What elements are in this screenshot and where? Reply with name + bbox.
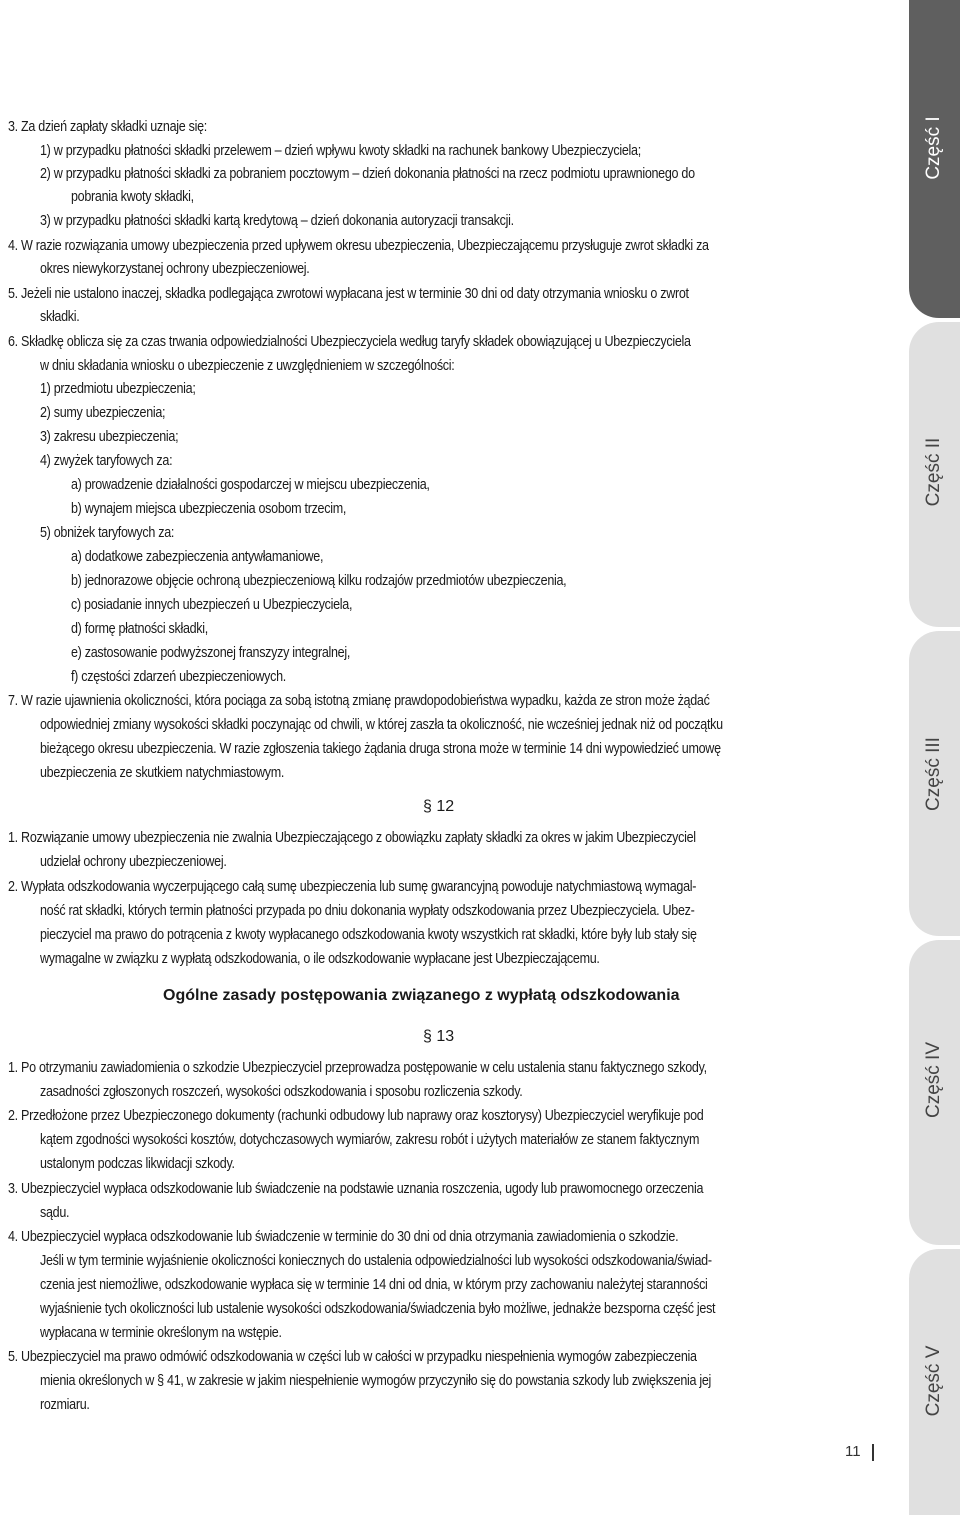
text-line: d) formę płatności składki, [71, 621, 208, 637]
text-line: zasadności zgłoszonych roszczeń, wysokości odszkodowania i sposobu rozliczenia szkody. [40, 1084, 523, 1100]
text-line: 6. Składkę oblicza się za czas trwania odpowiedzialności Ubezpieczyciela według taryfy składek obowiązującej u Ubezpieczyciela [8, 334, 691, 350]
text-line: ność rat składki, których termin płatności przypada po dniu dokonania wypłaty odszkodowania przez Ubezpieczyciela. Ubez- [40, 903, 695, 919]
text-line: wypłacana w terminie określonym na wstępie. [40, 1325, 282, 1341]
text-line: 5. Jeżeli nie ustalono inaczej, składka podlegająca zwrotowi wypłacana jest w terminie 30 dni od daty otrzymania wniosku o zwrot [8, 286, 689, 302]
text-line: a) dodatkowe zabezpieczenia antywłamaniowe, [71, 549, 324, 565]
text-line: czenia jest niemożliwe, odszkodowanie wypłaca się w terminie 14 dni od dnia, w którym przy zachowaniu należytej staranności [40, 1277, 708, 1293]
text-line: rozmiaru. [40, 1397, 90, 1413]
text-line: 2) sumy ubezpieczenia; [40, 405, 166, 421]
tab-czesc-4[interactable] [909, 940, 960, 1245]
tab-label: Część V [923, 1345, 944, 1417]
text-line: 3) zakresu ubezpieczenia; [40, 429, 179, 445]
page-number-divider [872, 1444, 874, 1461]
page-number: 11 [845, 1443, 861, 1460]
text-line: f) częstości zdarzeń ubezpieczeniowych. [71, 669, 286, 685]
text-line: wymagalne w związku z wypłatą odszkodowania, o ile odszkodowanie wypłacane jest Ubezpieczającemu. [40, 951, 600, 967]
text-line: 1. Rozwiązanie umowy ubezpieczenia nie zwalnia Ubezpieczającego z obowiązku zapłaty składki za okres w jakim Ubezpieczyciel [8, 830, 696, 846]
text-line: 2. Wypłata odszkodowania wyczerpującego całą sumę ubezpieczenia lub sumę gwarancyjną powoduje natychmiastową wymagal- [8, 879, 697, 895]
text-line: 7. W razie ujawnienia okoliczności, która pociąga za sobą istotną zmianę prawdopodobieństwa wypadku, każda ze stron może żądać [8, 693, 710, 709]
text-line: b) jednorazowe objęcie ochroną ubezpieczeniową kilku rodzajów przedmiotów ubezpieczenia, [71, 573, 567, 589]
section-number: § 13 [423, 1028, 455, 1045]
text-line: okres niewykorzystanej ochrony ubezpieczeniowej. [40, 261, 310, 277]
text-line: 3. Ubezpieczyciel wypłaca odszkodowanie lub świadczenie na podstawie uznania roszczenia, ugody lub prawomocnego orzeczenia [8, 1181, 704, 1197]
text-line: mienia określonych w § 41, w zakresie w jakim niespełnienie wymogów przyczyniło się do powstania szkody lub zwiększenia jej [40, 1373, 712, 1389]
text-line: 4. W razie rozwiązania umowy ubezpieczenia przed upływem okresu ubezpieczenia, Ubezpieczającemu przysługuje zwrot składki za [8, 238, 709, 254]
text-line: udzielał ochrony ubezpieczeniowej. [40, 854, 227, 870]
text-line: Jeśli w tym terminie wyjaśnienie okoliczności koniecznych do ustalenia odpowiedzialności lub wysokości odszkodowania/świad- [40, 1253, 712, 1269]
tab-label: Część III [923, 737, 944, 811]
text-line: 5. Ubezpieczyciel ma prawo odmówić odszkodowania w części lub w całości w przypadku niespełnienia wymogów zabezpieczenia [8, 1349, 697, 1365]
section-heading: Ogólne zasady postępowania związanego z wypłatą odszkodowania [163, 987, 680, 1004]
text-line: e) zastosowanie podwyższonej franszyzy integralnej, [71, 645, 351, 661]
text-line: kątem zgodności wysokości kosztów, dotychczasowych wymiarów, zakresu robót i użytych materiałów ze stanem faktycznym [40, 1132, 700, 1148]
tab-czesc-3[interactable] [909, 631, 960, 936]
text-line: bieżącego okresu ubezpieczenia. W razie zgłoszenia takiego żądania druga strona może w terminie 14 dni wypowiedzieć umowę [40, 741, 721, 757]
tab-label: Część I [923, 116, 944, 180]
text-line: ustalonym podczas likwidacji szkody. [40, 1156, 235, 1172]
text-line: w dniu składania wniosku o ubezpieczenie z uwzględnieniem w szczególności: [40, 358, 455, 374]
tab-czesc-2[interactable] [909, 322, 960, 627]
section-number: § 12 [423, 798, 455, 815]
tab-czesc-1[interactable] [909, 0, 960, 318]
text-line: 4) zwyżek taryfowych za: [40, 453, 173, 469]
text-line: 3) w przypadku płatności składki kartą kredytową – dzień dokonania autoryzacji transakcji. [40, 213, 514, 229]
tab-label: Część IV [923, 1041, 944, 1119]
tab-czesc-5[interactable] [909, 1249, 960, 1515]
text-line: c) posiadanie innych ubezpieczeń u Ubezpieczyciela, [71, 597, 353, 613]
tab-label: Część II [923, 437, 944, 507]
text-line: sądu. [40, 1205, 70, 1221]
text-line: składki. [40, 309, 80, 325]
text-line: wyjaśnienie tych okoliczności lub ustalenie wysokości odszkodowania/świadczenia było możliwe, jednakże bezsporna część jest [40, 1301, 716, 1317]
text-line: ubezpieczenia ze skutkiem natychmiastowym. [40, 765, 285, 781]
text-line: a) prowadzenie działalności gospodarczej w miejscu ubezpieczenia, [71, 477, 430, 493]
text-line: 1) przedmiotu ubezpieczenia; [40, 381, 196, 397]
text-line: pieczyciel ma prawo do potrącenia z kwoty wypłacanego odszkodowania kwoty wszystkich rat składki, które były lub stały się [40, 927, 697, 943]
text-line: b) wynajem miejsca ubezpieczenia osobom trzecim, [71, 501, 347, 517]
text-line: pobrania kwoty składki, [71, 189, 194, 205]
text-line: 5) obniżek taryfowych za: [40, 525, 175, 541]
text-line: 1) w przypadku płatności składki przelewem – dzień wpływu kwoty składki na rachunek bankowy Ubezpieczyciela; [40, 143, 641, 159]
text-line: 4. Ubezpieczyciel wypłaca odszkodowanie lub świadczenie w terminie do 30 dni od dnia otrzymania zawiadomienia o szkodzie. [8, 1229, 679, 1245]
text-line: 2) w przypadku płatności składki za pobraniem pocztowym – dzień dokonania płatności na rzecz podmiotu uprawnionego do [40, 166, 695, 182]
text-line: odpowiedniej zmiany wysokości składki poczynając od chwili, w której zaszła ta okoliczność, nie wcześniej jednak niż od początku [40, 717, 723, 733]
text-line: 3. Za dzień zapłaty składki uznaje się: [8, 119, 207, 135]
section-tabs [909, 0, 960, 1515]
text-line: 1. Po otrzymaniu zawiadomienia o szkodzie Ubezpieczyciel przeprowadza postępowanie w celu ustalenia stanu faktycznego szkody, [8, 1060, 707, 1076]
text-line: 2. Przedłożone przez Ubezpieczonego dokumenty (rachunki odbudowy lub naprawy oraz kosztorysy) Ubezpieczyciel weryfikuje pod [8, 1108, 704, 1124]
